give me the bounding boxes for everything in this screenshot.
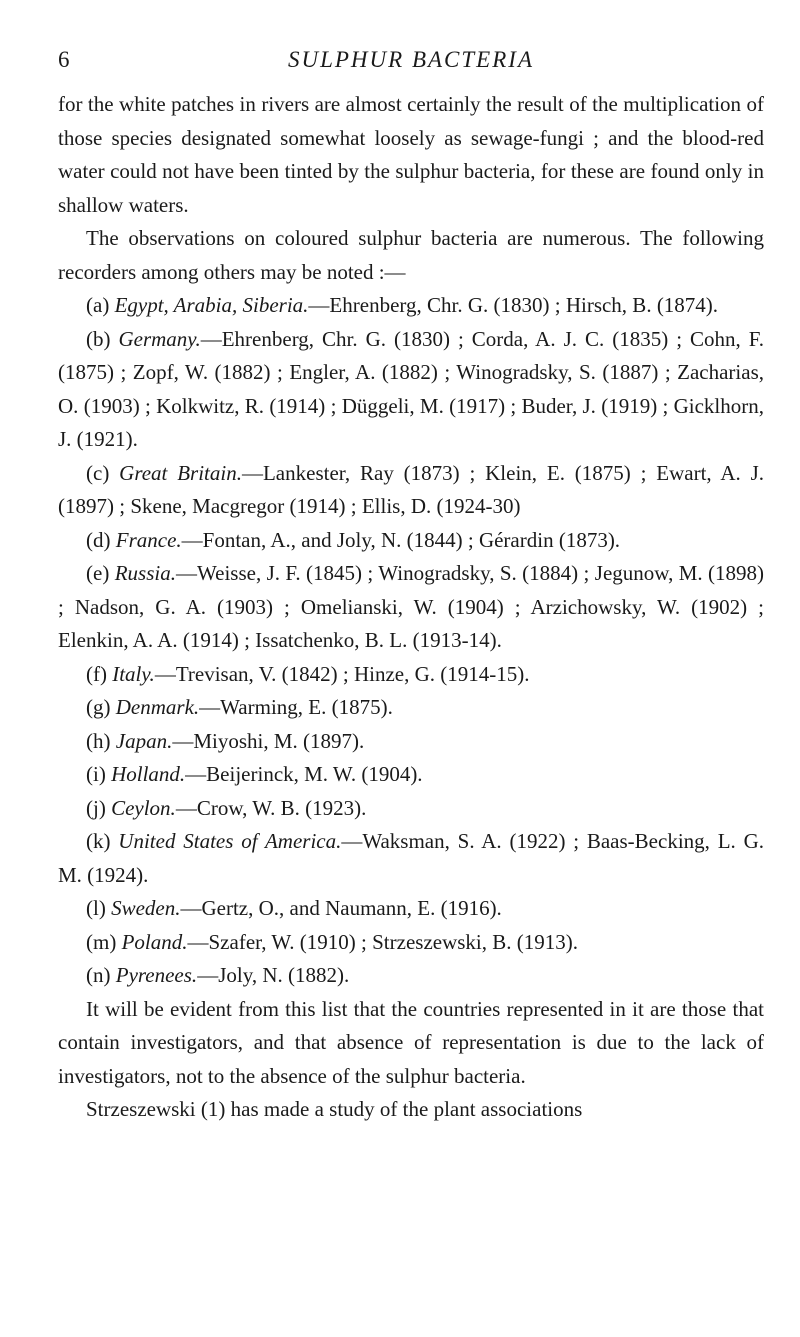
body-text <box>58 88 764 1127</box>
paragraph: The observations on coloured sulphur bacteria are numerous. The following recorders among others may be noted :— <box>58 226 764 284</box>
entry-letter: (i) <box>86 762 106 786</box>
entry-names: —Gertz, O., and Naumann, E. (1916). <box>180 896 502 920</box>
entry-country: Denmark. <box>115 695 200 719</box>
entry-names: —Ehrenberg, Chr. G. (1830) ; Corda, A. J. C. (1835) ; Cohn, F. (1875) ; Zopf, W. (1882) ; Engler, A. (1882) ; Winogradsky, S. (1887) ; Zacharias, O. (1903) ; Kolkwitz, R. (1914) ; Düggeli, M. (1917) ; Buder, J. (1919) ; Gicklhorn, J. (1921). <box>58 326 764 451</box>
entry-names: —Waksman, S. A. (1922) ; Baas-Becking, L. G. M. (1924). <box>58 829 764 887</box>
entry-country: Poland. <box>121 929 188 954</box>
recorder-entry <box>58 289 764 323</box>
entry-letter: (l) <box>86 896 106 920</box>
entry-country: Ceylon. <box>111 795 176 820</box>
entry-letter: (e) <box>86 561 110 585</box>
entry-country: Holland. <box>111 762 186 786</box>
entry-names: —Lankester, Ray (1873) ; Klein, E. (1875) ; Ewart, A. J. (1897) ; Skene, Macgregor (1914) ; Ellis, D. (1924-30) <box>58 460 765 518</box>
entry-letter: (n) <box>86 963 111 987</box>
book-page <box>58 44 764 1127</box>
entry-names: —Joly, N. (1882). <box>197 963 350 987</box>
entry-country: United States of America. <box>118 829 342 853</box>
page-number: 6 <box>58 47 70 72</box>
entry-country: Pyrenees. <box>115 963 198 987</box>
entry-letter: (c) <box>86 460 110 485</box>
entry-country: France. <box>115 527 182 552</box>
recorder-entry <box>58 457 764 524</box>
paragraph: for the white patches in rivers are almost certainly the result of the multiplication of those species designated somewhat loosely as sewage-fungi ; and the blood-red water could not have been tinted by the sulphur bacteria, for these are found only in shallow waters. <box>58 92 764 217</box>
entry-names: —Trevisan, V. (1842) ; Hinze, G. (1914-15). <box>154 661 530 686</box>
entry-country: Russia. <box>114 561 176 585</box>
recorder-entry <box>58 792 764 826</box>
recorder-list <box>58 289 764 993</box>
entry-country: Germany. <box>118 326 201 351</box>
entry-country: Egypt, Arabia, Siberia. <box>114 293 309 317</box>
entry-letter: (d) <box>86 527 111 552</box>
entry-names: —Crow, W. B. (1923). <box>175 795 367 820</box>
entry-names: —Miyoshi, M. (1897). <box>172 728 365 753</box>
entry-letter: (j) <box>86 795 106 820</box>
entry-names: —Szafer, W. (1910) ; Strzeszewski, B. (1913). <box>187 929 578 954</box>
entry-country: Italy. <box>112 661 155 686</box>
paragraph: It will be evident from this list that the countries represented in it are those that contain investigators, and that absence of representation is due to the lack of investigators, not to the absence of the sulphur bacteria. <box>58 996 764 1088</box>
entry-letter: (k) <box>86 829 111 853</box>
entry-country: Sweden. <box>111 896 181 920</box>
running-head: SULPHUR BACTERIA <box>287 47 534 72</box>
recorder-entry <box>58 524 764 558</box>
recorder-entry <box>58 691 764 725</box>
entry-names: —Beijerinck, M. W. (1904). <box>185 762 423 786</box>
entry-country: Great Britain. <box>119 460 242 485</box>
entry-names: —Warming, E. (1875). <box>199 695 393 719</box>
recorder-entry <box>58 658 764 692</box>
recorder-entry <box>58 825 764 892</box>
recorder-entry <box>58 926 764 960</box>
recorder-entry <box>58 758 764 792</box>
entry-letter: (b) <box>86 326 111 351</box>
page-header <box>58 44 764 84</box>
paragraph: Strzeszewski (1) has made a study of the plant associations <box>86 1097 583 1121</box>
entry-letter: (m) <box>86 929 117 954</box>
entry-letter: (f) <box>86 661 107 686</box>
entry-names: —Ehrenberg, Chr. G. (1830) ; Hirsch, B. (1874). <box>308 293 719 317</box>
recorder-entry <box>58 725 764 759</box>
recorder-entry <box>58 959 764 993</box>
entry-names: —Fontan, A., and Joly, N. (1844) ; Gérardin (1873). <box>181 527 621 552</box>
recorder-entry <box>58 892 764 926</box>
recorder-entry <box>58 557 764 658</box>
entry-names: —Weisse, J. F. (1845) ; Winogradsky, S. (1884) ; Jegunow, M. (1898) ; Nadson, G. A. (1903) ; Omelianski, W. (1904) ; Arzichowsky, W. (1902) ; Elenkin, A. A. (1914) ; Issatchenko, B. L. (1913-14). <box>58 561 765 652</box>
entry-letter: (g) <box>86 695 111 719</box>
entry-letter: (a) <box>86 293 110 317</box>
entry-letter: (h) <box>86 728 111 753</box>
entry-country: Japan. <box>115 728 173 753</box>
recorder-entry <box>58 323 764 457</box>
